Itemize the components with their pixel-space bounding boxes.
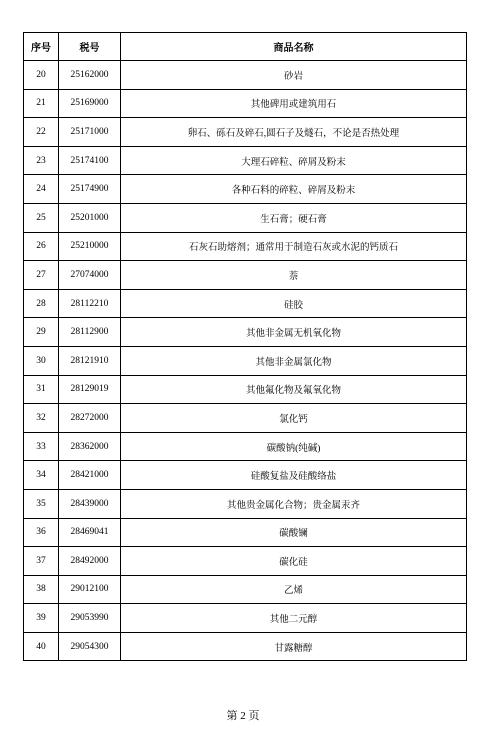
cell-seq: 24 <box>24 175 59 204</box>
commodity-table-container <box>23 32 466 661</box>
cell-name: 氯化钙 <box>121 404 467 433</box>
cell-code: 25201000 <box>59 203 121 232</box>
cell-code: 28439000 <box>59 489 121 518</box>
cell-seq: 30 <box>24 346 59 375</box>
table-row <box>24 61 467 90</box>
cell-seq: 36 <box>24 518 59 547</box>
cell-name: 石灰石助熔剂；通常用于制造石灰或水泥的钙质石 <box>121 232 467 261</box>
cell-name: 卵石、砾石及碎石,圆石子及燧石，不论是否热处理 <box>121 118 467 147</box>
cell-name: 其他非金属氯化物 <box>121 346 467 375</box>
cell-name: 各种石料的碎粒、碎屑及粉末 <box>121 175 467 204</box>
cell-name: 碳酸钠(纯碱) <box>121 432 467 461</box>
cell-name: 萘 <box>121 261 467 290</box>
table-row <box>24 89 467 118</box>
cell-code: 25171000 <box>59 118 121 147</box>
cell-code: 28112210 <box>59 289 121 318</box>
header-seq: 序号 <box>24 33 59 61</box>
table-row <box>24 547 467 576</box>
cell-code: 29054300 <box>59 632 121 661</box>
cell-code: 28492000 <box>59 547 121 576</box>
cell-seq: 35 <box>24 489 59 518</box>
table-row <box>24 175 467 204</box>
cell-seq: 28 <box>24 289 59 318</box>
cell-code: 25210000 <box>59 232 121 261</box>
cell-seq: 37 <box>24 547 59 576</box>
table-row <box>24 146 467 175</box>
cell-name: 其他碑用或建筑用石 <box>121 89 467 118</box>
table-row <box>24 518 467 547</box>
cell-code: 25169000 <box>59 89 121 118</box>
cell-seq: 27 <box>24 261 59 290</box>
cell-seq: 20 <box>24 61 59 90</box>
cell-seq: 21 <box>24 89 59 118</box>
table-row <box>24 604 467 633</box>
cell-name: 硅胶 <box>121 289 467 318</box>
cell-seq: 34 <box>24 461 59 490</box>
table-row <box>24 318 467 347</box>
cell-name: 碳酸镧 <box>121 518 467 547</box>
table-row <box>24 118 467 147</box>
cell-seq: 25 <box>24 203 59 232</box>
table-row <box>24 575 467 604</box>
table-row <box>24 489 467 518</box>
cell-name: 乙烯 <box>121 575 467 604</box>
cell-code: 27074000 <box>59 261 121 290</box>
cell-name: 其他非金属无机氧化物 <box>121 318 467 347</box>
page-number: 第 2 页 <box>226 710 260 722</box>
cell-seq: 29 <box>24 318 59 347</box>
cell-seq: 23 <box>24 146 59 175</box>
cell-name: 其他贵金属化合物；贵金属汞齐 <box>121 489 467 518</box>
cell-code: 25174100 <box>59 146 121 175</box>
table-row <box>24 432 467 461</box>
table-row <box>24 632 467 661</box>
table-header-row <box>24 33 467 61</box>
cell-code: 28129019 <box>59 375 121 404</box>
cell-code: 25162000 <box>59 61 121 90</box>
cell-name: 生石膏；硬石膏 <box>121 203 467 232</box>
cell-name: 其他二元醇 <box>121 604 467 633</box>
cell-seq: 40 <box>24 632 59 661</box>
cell-code: 28112900 <box>59 318 121 347</box>
header-code: 税号 <box>59 33 121 61</box>
cell-code: 28469041 <box>59 518 121 547</box>
table-row <box>24 261 467 290</box>
cell-name: 砂岩 <box>121 61 467 90</box>
cell-seq: 32 <box>24 404 59 433</box>
cell-code: 28362000 <box>59 432 121 461</box>
cell-code: 28421000 <box>59 461 121 490</box>
cell-code: 28121910 <box>59 346 121 375</box>
cell-name: 硅酸复盐及硅酸络盐 <box>121 461 467 490</box>
cell-code: 28272000 <box>59 404 121 433</box>
cell-code: 25174900 <box>59 175 121 204</box>
cell-seq: 31 <box>24 375 59 404</box>
table-row <box>24 232 467 261</box>
cell-code: 29012100 <box>59 575 121 604</box>
table-row <box>24 289 467 318</box>
cell-code: 29053990 <box>59 604 121 633</box>
cell-name: 其他氟化物及氟氧化物 <box>121 375 467 404</box>
table-row <box>24 461 467 490</box>
cell-seq: 38 <box>24 575 59 604</box>
table-row <box>24 203 467 232</box>
cell-seq: 26 <box>24 232 59 261</box>
cell-name: 大理石碎粒、碎屑及粉末 <box>121 146 467 175</box>
cell-name: 碳化硅 <box>121 547 467 576</box>
table-row <box>24 346 467 375</box>
header-name: 商品名称 <box>121 33 467 61</box>
cell-seq: 22 <box>24 118 59 147</box>
table-row <box>24 404 467 433</box>
table-row <box>24 375 467 404</box>
cell-name: 甘露糖醇 <box>121 632 467 661</box>
cell-seq: 39 <box>24 604 59 633</box>
cell-seq: 33 <box>24 432 59 461</box>
commodity-table <box>23 32 467 661</box>
